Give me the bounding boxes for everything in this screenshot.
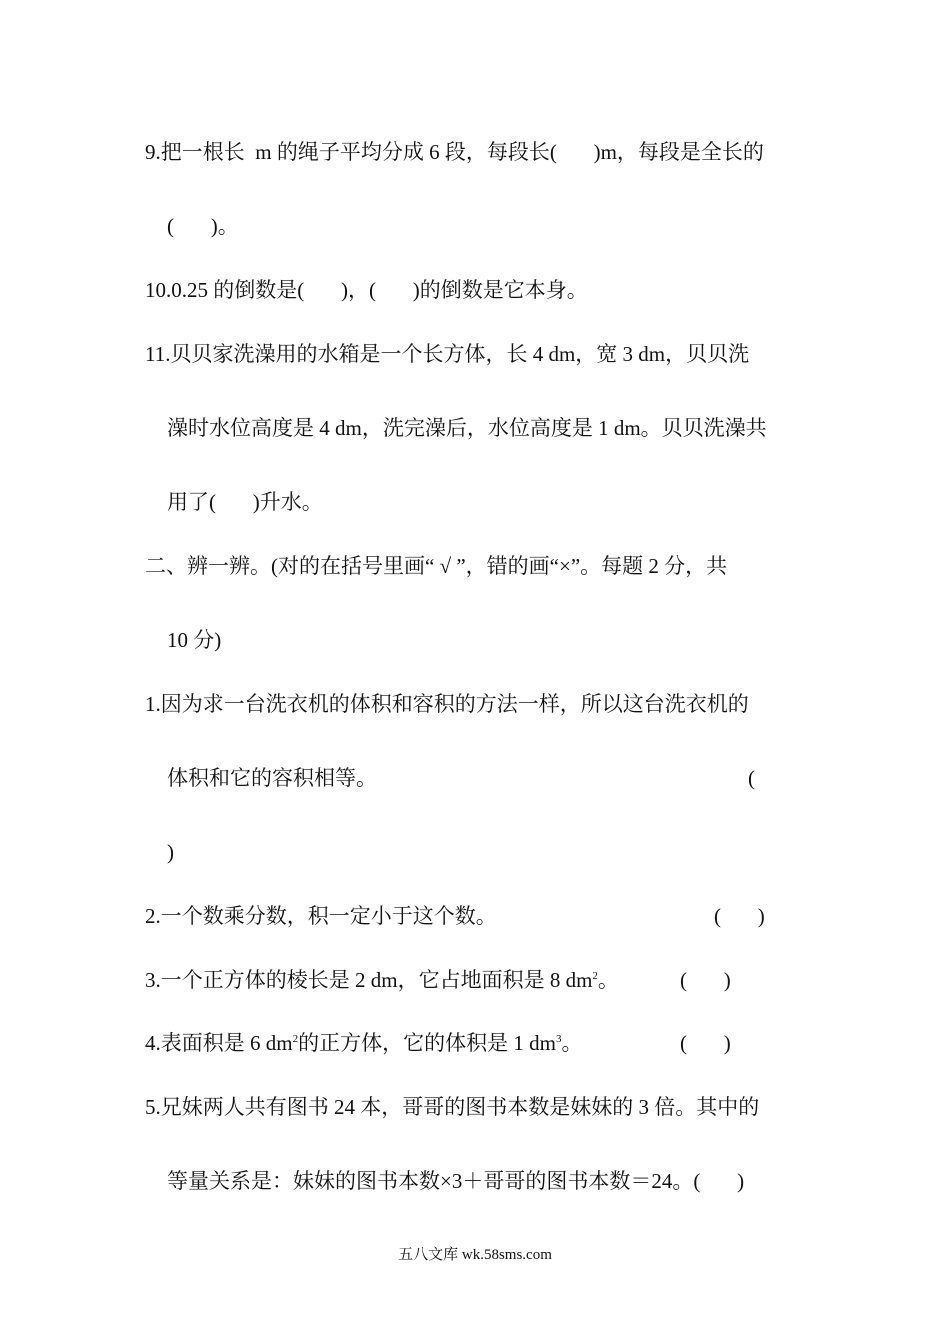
judge-4-text: 4.表面积是 6 $dm^2$的正方体，它的体积是 1 $dm^3$。: [145, 1031, 583, 1055]
judge-5-line-1: 5.兄妹两人共有图书 24 本，哥哥的图书本数是妹妹的 3 倍。其中的: [145, 1095, 760, 1119]
superscript: 2: [292, 1033, 299, 1045]
question-11-line-2: 澡时水位高度是 4 dm，洗完澡后，水位高度是 1 dm。贝贝洗澡共: [167, 416, 767, 440]
superscript: 3: [555, 1033, 562, 1045]
judge-2-answer-paren: ( ): [714, 904, 765, 928]
question-9-line-1: 9.把一根长 m 的绳子平均分成 6 段，每段长( )m，每段是全长的: [145, 140, 764, 164]
question-11-line-3: 用了( )升水。: [167, 490, 323, 514]
judge-4-answer-paren: ( ): [680, 1031, 731, 1055]
judge-3-answer-paren: ( ): [680, 968, 731, 992]
question-11-line-1: 11.贝贝家洗澡用的水箱是一个长方体，长 4 dm，宽 3 dm，贝贝洗: [145, 342, 750, 366]
section-2-heading-line-1: 二、辨一辨。(对的在括号里画“ √ ”，错的画“×”。每题 2 分，共: [145, 554, 728, 578]
section-2-heading-line-2: 10 分): [167, 628, 222, 652]
judge-1-line-2: 体积和它的容积相等。: [167, 766, 377, 790]
judge-1-line-1: 1.因为求一台洗衣机的体积和容积的方法一样，所以这台洗衣机的: [145, 692, 749, 716]
judge-5-line-2: 等量关系是：妹妹的图书本数×3＋哥哥的图书本数＝24。( ): [167, 1169, 745, 1193]
question-9-line-2: ( )。: [167, 214, 239, 238]
judge-1-answer-paren-close: ): [167, 840, 174, 864]
page-footer: 五八文库 wk.58sms.com: [398, 1247, 552, 1263]
judge-2-text: 2.一个数乘分数，积一定小于这个数。: [145, 904, 497, 928]
judge-1-answer-paren-open: (: [748, 766, 755, 790]
question-10: 10.0.25 的倒数是( )，( )的倒数是它本身。: [145, 278, 588, 302]
judge-3-text: 3.一个正方体的棱长是 2 dm，它占地面积是 8 $dm^2$。: [145, 968, 619, 992]
superscript: 2: [592, 970, 598, 982]
